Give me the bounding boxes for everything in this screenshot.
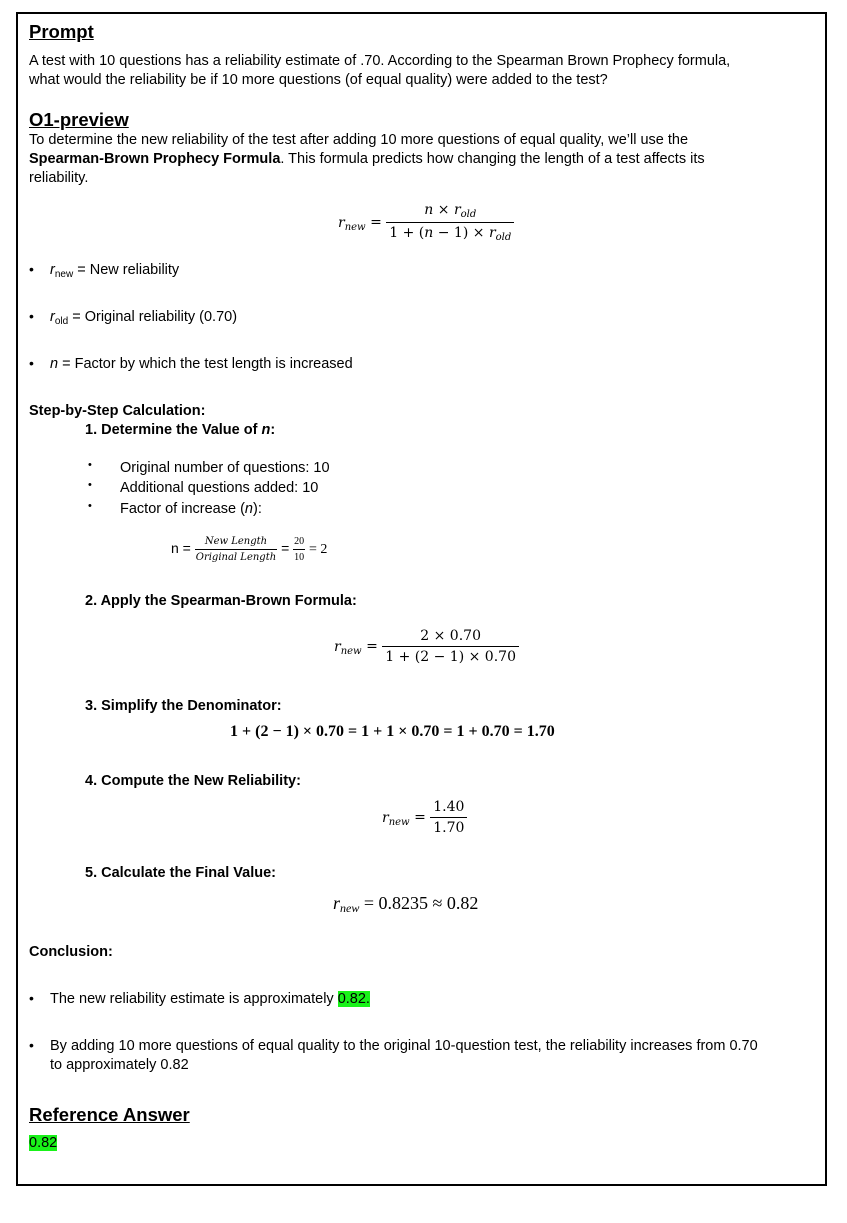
answer-heading: O1-preview xyxy=(29,109,129,130)
prompt-line-2: what would the reliability be if 10 more questions (of equal quality) were added to the test? xyxy=(29,72,608,88)
def-r-new: $r_{new}$ = New reliability xyxy=(50,262,180,280)
formula-lhs: $r_{new}$ xyxy=(338,214,366,233)
step-5-equation: $r_{new} = 0.8235 \approx 0.82$ xyxy=(333,893,479,915)
conclusion-heading: Conclusion: xyxy=(29,944,113,960)
intro-line-2 xyxy=(29,150,705,169)
formula-fraction: $\frac{n \times r_{old}}{1 + (n - 1) \times r_{old}}$ xyxy=(386,202,514,243)
step-2-fraction: $\frac{2 \times 0.70}{1 + (2 - 1) \times 0.70}$ xyxy=(382,628,519,665)
def-r-old: $r_{old}$ = Original reliability (0.70) xyxy=(50,309,238,327)
count-fraction: $\frac{20}{10}$ xyxy=(294,536,305,563)
prompt-heading: Prompt xyxy=(29,21,94,42)
conclusion-1: The new reliability estimate is approximately 0.82. xyxy=(50,991,370,1007)
bullet-icon: • xyxy=(29,261,34,277)
bullet-icon: • xyxy=(29,308,34,324)
step-2-title: 2. Apply the Spearman-Brown Formula: xyxy=(85,593,357,609)
prompt-line-1: A test with 10 questions has a reliability estimate of .70. According to the Spearman Brown Prophecy formula, xyxy=(29,53,731,69)
steps-heading: Step-by-Step Calculation: xyxy=(29,403,206,419)
highlighted-answer: 0.82. xyxy=(337,991,370,1007)
bullet-icon: • xyxy=(29,1037,34,1053)
step-1-equation: n = $\frac{\text{New Length}}{\text{Original Length}}$ = $\frac{20}{10}$ = 2 xyxy=(171,536,328,563)
conclusion-2-line-2: to approximately 0.82 xyxy=(50,1057,189,1073)
bullet-icon: • xyxy=(88,500,92,512)
step-4-fraction: $\frac{1.40}{1.70}$ xyxy=(430,799,467,836)
conclusion-2-line-1: By adding 10 more questions of equal quality to the original 10-question test, the reliability increases from 0.70 xyxy=(50,1038,758,1054)
step-1-item-1: Original number of questions: 10 xyxy=(120,460,330,476)
step-4-title: 4. Compute the New Reliability: xyxy=(85,773,301,789)
intro-line-3: reliability. xyxy=(29,170,89,186)
bullet-icon: • xyxy=(29,990,34,1006)
main-formula: $r_{new}$ = $\frac{n \times r_{old}}{1 + (n - 1) \times r_{old}}$ xyxy=(338,202,514,243)
reference-heading: Reference Answer xyxy=(29,1104,190,1125)
step-3-title: 3. Simplify the Denominator: xyxy=(85,698,282,714)
intro-line-2-rest: . This formula predicts how changing the length of a test affects its xyxy=(280,151,705,167)
step-2-formula: $r_{new}$ = $\frac{2 \times 0.70}{1 + (2 - 1) \times 0.70}$ xyxy=(334,628,519,665)
length-fraction: $\frac{\text{New Length}}{\text{Original Length}}$ xyxy=(195,536,277,563)
intro-bold: Spearman-Brown Prophecy Formula xyxy=(29,151,281,167)
step-5-title: 5. Calculate the Final Value: xyxy=(85,865,276,881)
step-1-item-3: Factor of increase (n): xyxy=(120,501,262,517)
step-1-title: 1. Determine the Value of n: xyxy=(85,422,276,438)
bullet-icon: • xyxy=(88,479,92,491)
intro-line-1: To determine the new reliability of the test after adding 10 more questions of equal quality, we’ll use the xyxy=(29,132,689,148)
def-n: n = Factor by which the test length is increased xyxy=(50,356,353,372)
bullet-icon: • xyxy=(29,355,34,371)
bullet-icon: • xyxy=(88,459,92,471)
step-3-equation: 1 + (2 − 1) × 0.70 = 1 + 1 × 0.70 = 1 + 0.70 = 1.70 xyxy=(230,723,555,740)
step-1-item-2: Additional questions added: 10 xyxy=(120,480,319,496)
reference-value: 0.82 xyxy=(29,1135,58,1151)
step-4-formula: $r_{new}$ = $\frac{1.40}{1.70}$ xyxy=(382,799,467,836)
